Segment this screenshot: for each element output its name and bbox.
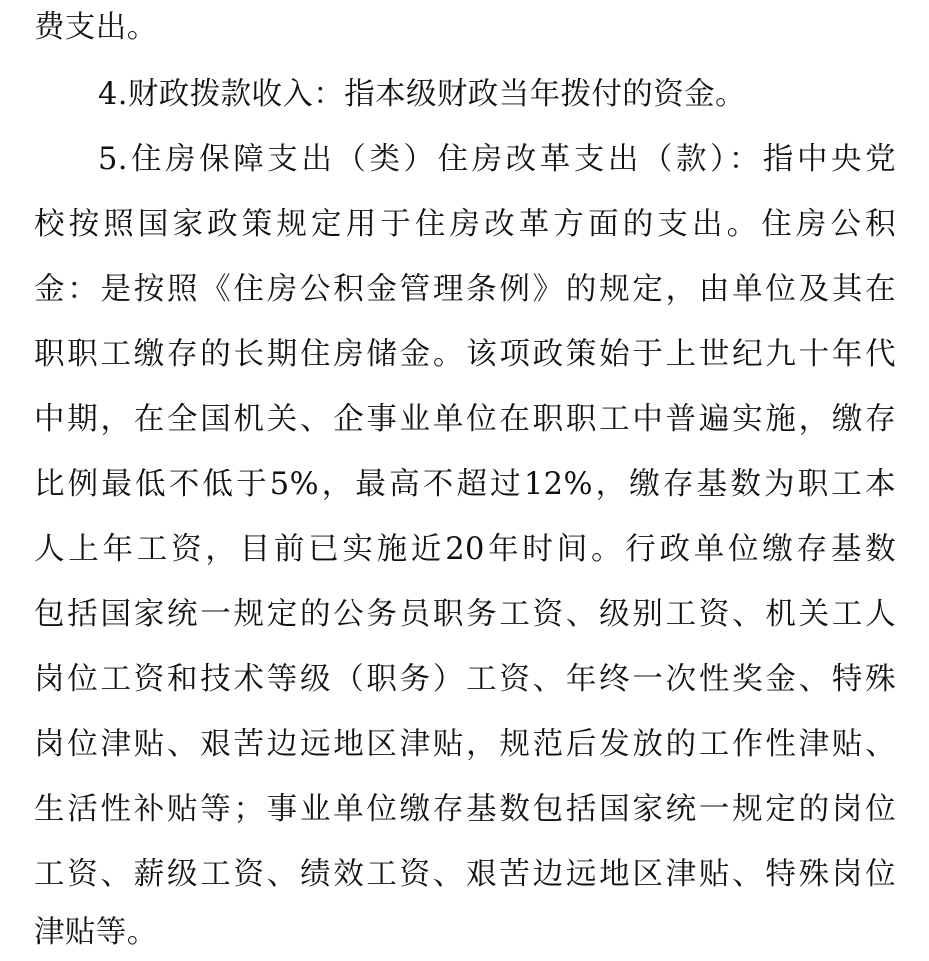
text-line-15: 津贴等。 (34, 915, 158, 950)
text-line-11: 岗位工资和技术等级（职务）工资、年终一次性奖金、特殊 (34, 662, 896, 697)
text-line-2: 4.财政拨款收入：指本级财政当年拨付的资金。 (98, 77, 746, 112)
text-line-6: 职职工缴存的长期住房储金。该项政策始于上世纪九十年代 (34, 337, 896, 372)
text-line-8: 比例最低不低于5%，最高不超过12%，缴存基数为职工本 (34, 467, 896, 502)
text-line-13: 生活性补贴等；事业单位缴存基数包括国家统一规定的岗位 (34, 792, 896, 827)
text-line-12: 岗位津贴、艰苦边远地区津贴，规范后发放的工作性津贴、 (34, 727, 896, 762)
text-line-1: 费支出。 (34, 10, 158, 45)
text-line-7: 中期，在全国机关、企事业单位在职职工中普遍实施，缴存 (34, 402, 896, 437)
text-line-5: 金：是按照《住房公积金管理条例》的规定，由单位及其在 (34, 272, 896, 307)
text-line-14: 工资、薪级工资、绩效工资、艰苦边远地区津贴、特殊岗位 (34, 857, 896, 892)
text-line-10: 包括国家统一规定的公务员职务工资、级别工资、机关工人 (34, 597, 896, 632)
text-line-4: 校按照国家政策规定用于住房改革方面的支出。住房公积 (34, 207, 896, 242)
text-line-3: 5.住房保障支出（类）住房改革支出（款）：指中央党 (98, 142, 896, 177)
text-line-9: 人上年工资，目前已实施近20年时间。行政单位缴存基数 (34, 532, 896, 567)
